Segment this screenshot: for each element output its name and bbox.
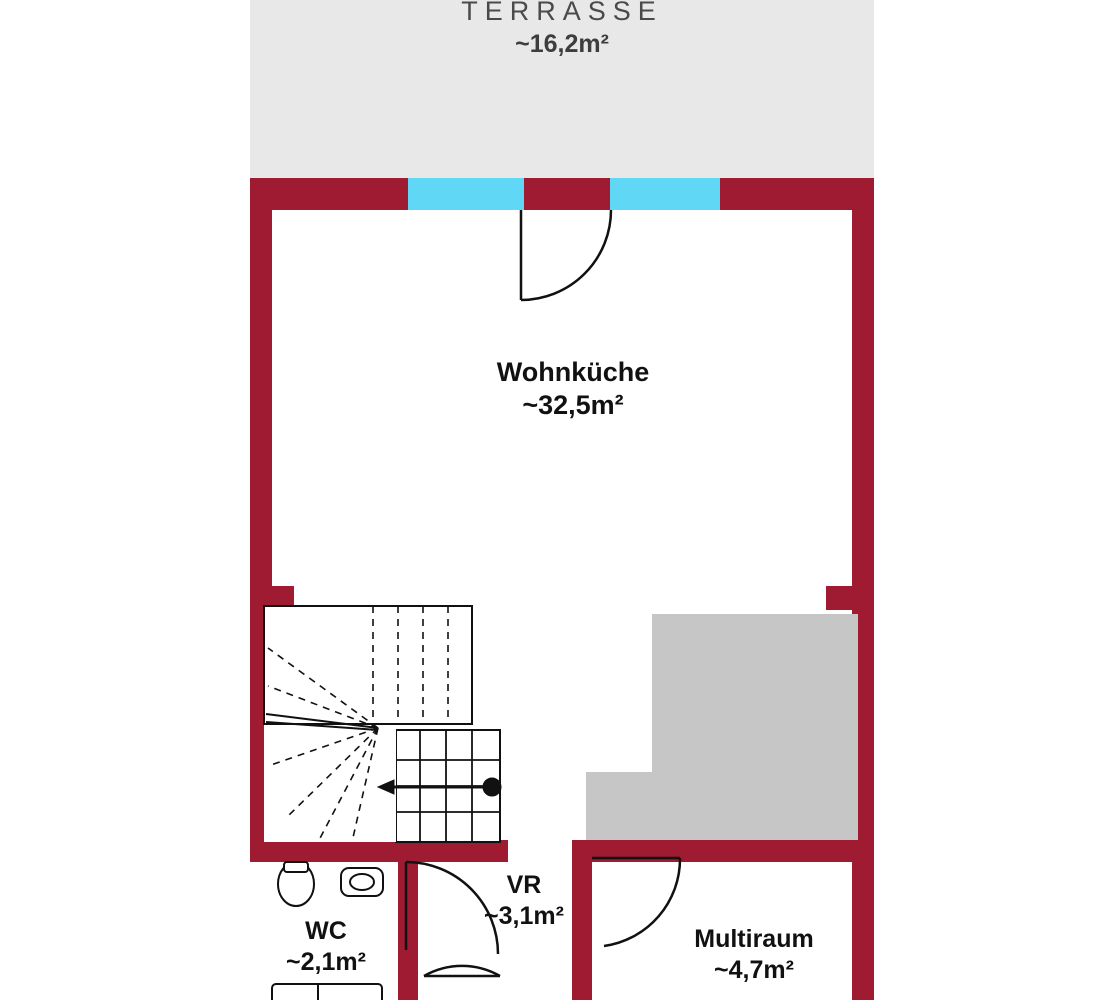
wall-exterior-left-upper	[250, 178, 272, 598]
room-label-vr	[432, 870, 616, 931]
door-swing-vr	[424, 966, 500, 976]
staircase	[264, 606, 501, 842]
terrace-area-value: ~16,2m²	[515, 30, 609, 58]
wall-interior-lower-left	[250, 840, 408, 862]
wall-exterior-right-upper	[852, 178, 874, 598]
door-swing-terrace	[521, 210, 611, 300]
window-left	[408, 178, 524, 210]
stair-start-dot	[483, 778, 501, 796]
window-right	[610, 178, 720, 210]
wall-exterior-left-lower	[250, 598, 272, 860]
room-area-wc: ~2,1m²	[286, 947, 366, 976]
washbasin-icon	[272, 984, 382, 1000]
terrace-label: TERRASSE	[461, 0, 663, 26]
wall-interior-lower-right	[572, 840, 874, 862]
wall-top-left	[250, 178, 408, 210]
room-area-multiraum: ~4,7m²	[714, 955, 794, 984]
room-label-wohnkueche	[400, 356, 746, 422]
room-name-wohnkueche: Wohnküche	[496, 357, 650, 387]
wall-top-middle	[524, 178, 610, 210]
room-name-wc: WC	[305, 917, 347, 945]
wall-top-right	[720, 178, 874, 210]
sink-icon	[341, 868, 383, 896]
room-label-multiraum	[606, 924, 902, 985]
wall-interior-lower-middle	[408, 840, 508, 862]
room-name-multiraum: Multiraum	[694, 925, 814, 953]
room-area-vr: ~3,1m²	[484, 901, 564, 930]
terrace-area	[250, 0, 874, 180]
room-label-wc	[246, 916, 406, 977]
toilet-icon	[278, 862, 314, 906]
room-area-wohnkueche: ~32,5m²	[522, 389, 624, 420]
arrow-left-icon	[378, 780, 488, 794]
room-name-vr: VR	[506, 871, 542, 899]
kitchen-counter-lower	[586, 772, 858, 840]
